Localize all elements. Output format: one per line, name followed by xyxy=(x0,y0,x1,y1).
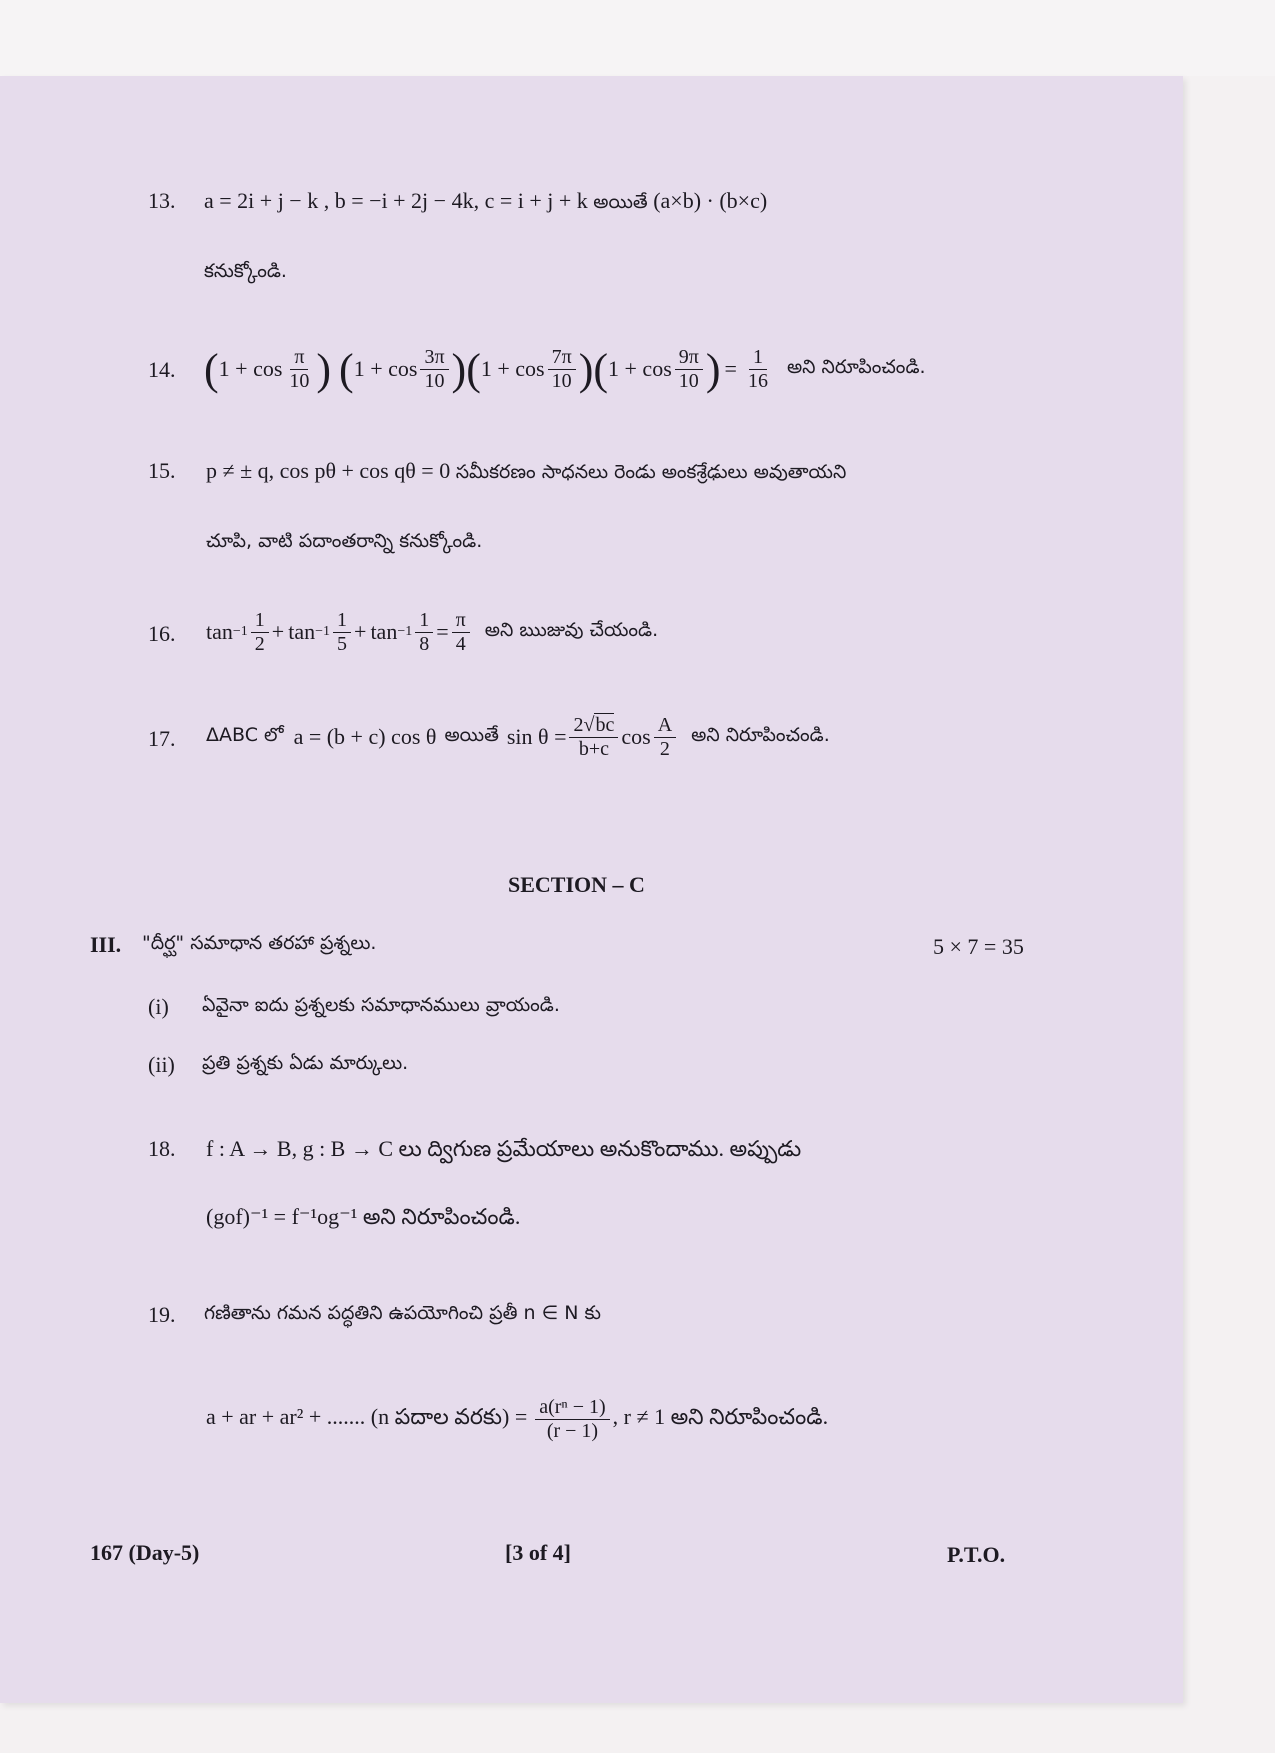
footer-pto: P.T.O. xyxy=(947,1542,1006,1567)
section-title: SECTION – C xyxy=(508,872,645,897)
q15-text: సమీకరణం సాధనలు రెండు అంకశ్రేఢులు అవుతాయని xyxy=(455,461,847,483)
q14-frac-3: $\frac{7\pi}{10}$ xyxy=(548,346,576,393)
q17-tail: అని నిరూపించండి. xyxy=(691,723,830,746)
q16-frac-b: $\frac{1}{5}$ xyxy=(333,609,351,656)
q19-expression xyxy=(206,1386,828,1452)
q14-frac-2: $\frac{3\pi}{10}$ xyxy=(420,346,448,393)
q14-cos-1: 1 + cos xyxy=(218,356,283,381)
q16-frac-a: $\frac{1}{2}$ xyxy=(251,609,269,656)
q18-number: 18. xyxy=(148,1136,176,1161)
footer-code: 167 (Day-5) xyxy=(90,1540,200,1565)
q14-expression: ( 1 + cos $\frac{\pi}{10}$ ) ( 1 + cos $\frac{3\pi}{10}$ ) ( 1 + cos $\frac{7\pi}{10}$ ) ( 1 + cos $\frac{9\pi}{10}$ ) = $\frac{1}{16}$ అని నిరూపించండి. xyxy=(204,344,926,394)
instruction-ii-label: (ii) xyxy=(148,1052,175,1077)
q13-dot: · xyxy=(706,188,714,213)
instruction-i-label: (i) xyxy=(148,994,169,1019)
q14-frac-1: $\frac{\pi}{10}$ xyxy=(289,345,310,392)
q13-vectors xyxy=(204,188,767,218)
q15-line2: చూపి, వాటి పదాంతరాన్ని కనుక్కోండి. xyxy=(206,530,483,552)
q15-number: 15. xyxy=(148,458,176,483)
q17-cos-frac: $\frac{A}{2}$ xyxy=(654,714,676,761)
q16-number: 16. xyxy=(148,621,176,646)
q18-line2: (gof)⁻¹ = f⁻¹og⁻¹ అని నిరూపించండి. xyxy=(206,1204,521,1229)
q16-frac-c: $\frac{1}{8}$ xyxy=(415,609,433,656)
instruction-ii-text: ప్రతి ప్రశ్నకు ఏడు మార్కులు. xyxy=(202,1052,409,1074)
section-marks: 5 × 7 = 35 xyxy=(933,934,1024,959)
q17-ayite: అయితే xyxy=(444,723,499,746)
q19-number: 19. xyxy=(148,1302,176,1327)
section-heading: "దీర్ఘ" సమాధాన తరహా ప్రశ్నలు. xyxy=(142,932,377,954)
q19-frac: $\frac{\text{a(rⁿ − 1)}}{(r - 1)}$ xyxy=(535,1396,609,1443)
q13-cross-2: (b×c) xyxy=(719,188,768,213)
q19-line1: గణితాను గమన పద్ధతిని ఉపయోగించి ప్రతీ n ∈ N కు xyxy=(204,1302,601,1324)
q13-line2: కనుక్కోండి. xyxy=(204,260,287,282)
q13-cross-1: (a×b) xyxy=(653,188,702,213)
q14-tail: అని నిరూపించండి. xyxy=(786,355,926,378)
top-margin-strip xyxy=(0,0,1275,76)
q15-line1 xyxy=(206,458,846,488)
q13-ayite: అయితే xyxy=(593,191,648,213)
q17-frac: $\frac{2√bc}{b+c}$ xyxy=(569,714,618,761)
q14-frac-4: $\frac{9\pi}{10}$ xyxy=(675,346,703,393)
instruction-i-text: ఏవైనా ఐదు ప్రశ్నలకు సమాధానములు వ్రాయండి. xyxy=(202,994,560,1016)
q17-number: 17. xyxy=(148,726,176,751)
q14-cos-4: 1 + cos xyxy=(608,356,672,381)
footer-page: [3 of 4] xyxy=(505,1540,571,1565)
q14-cos-2: 1 + cos xyxy=(353,356,418,381)
q14-number: 14. xyxy=(148,357,176,382)
q13-vector-math: a = 2i + j − k , b = −i + 2j − 4k, c = i + j + k xyxy=(204,188,588,213)
q13-number: 13. xyxy=(148,188,176,213)
section-roman: III. xyxy=(90,932,122,957)
q16-tail: అని ఋజువు చేయండి. xyxy=(484,618,659,641)
q16-expression: tan −1 $\frac{1}{2}$ + tan −1 $\frac{1}{5}$ + tan −1 $\frac{1}{8}$ = $\frac{\pi}{4}$ అని ఋజువు చేయండి. xyxy=(206,608,659,655)
q15-math: p ≠ ± q, cos pθ + cos qθ = 0 xyxy=(206,458,451,483)
q19-series: a + ar + ar² + ....... (n పదాల వరకు) = xyxy=(206,1403,528,1429)
q17-expression: ΔABC లో a = (b + c) cos θ అయితే sin θ = $\frac{2√bc}{b+c}$ cos $\frac{A}{2}$ అని నిరూపించండి. xyxy=(206,713,830,760)
q18-line1: f : A → B, g : B → C లు ద్విగుణ ప్రమేయాలు అనుకొందాము. అప్పుడు xyxy=(206,1136,802,1161)
q16-rhs: $\frac{\pi}{4}$ xyxy=(452,609,470,656)
q17-sin: sin θ = xyxy=(506,724,567,749)
q14-rhs: $\frac{1}{16}$ xyxy=(747,345,768,392)
q17-lead: ΔABC లో xyxy=(206,723,284,746)
q17-math: a = (b + c) cos θ xyxy=(293,724,437,749)
q14-cos-3: 1 + cos xyxy=(480,356,545,381)
q19-tail: , r ≠ 1 అని నిరూపించండి. xyxy=(612,1403,829,1429)
